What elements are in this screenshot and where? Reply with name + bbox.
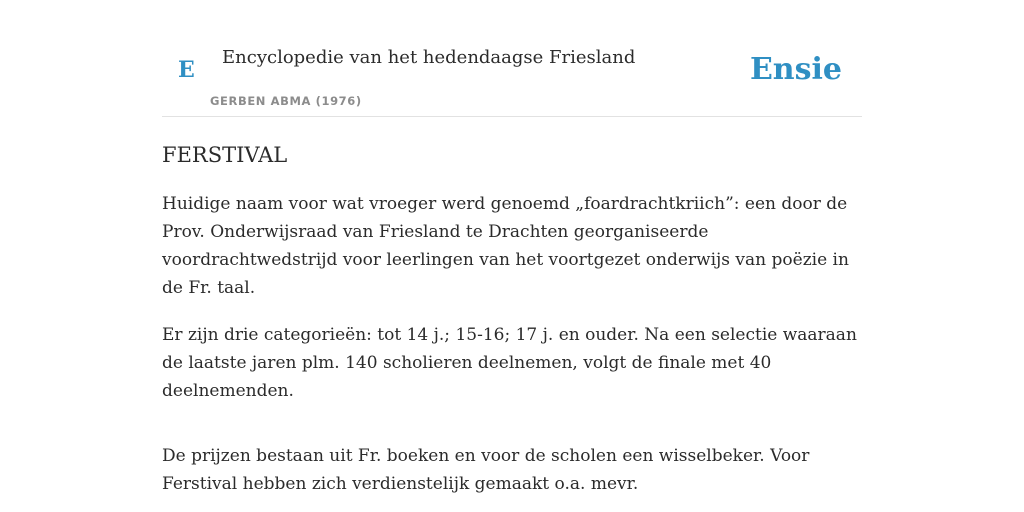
ensie-brand-logo[interactable]: Ensie	[749, 52, 842, 87]
entry-paragraph: De prijzen bestaan uit Fr. boeken en voor de scholen een wisselbeker. Voor Ferstival hebben zich verdienstelijk gemaakt o.a. mevr.	[162, 446, 810, 494]
entry-content	[162, 138, 862, 512]
encyclopedia-title[interactable]: Encyclopedie van het hedendaagse Friesland	[222, 47, 636, 68]
header	[162, 0, 862, 117]
entry-title: FERSTIVAL	[162, 143, 288, 167]
entry-paragraph: Er zijn drie categorieën: tot 14 j.; 15-16; 17 j. en ouder. Na een selectie waaraan de laatste jaren plm. 140 scholieren deelnemen, volgt de finale met 40 deelnemenden.	[162, 325, 857, 401]
author-byline: GERBEN ABMA (1976)	[210, 94, 362, 108]
entry-paragraph: Huidige naam voor wat vroeger werd genoemd „foardrachtkriich”: een door de Prov. Onderwijsraad van Friesland te Drachten georganiseerde voordrachtwedstrijd voor leerlingen van het voortgezet onderwijs van poëzie in de Fr. taal.	[162, 194, 849, 298]
encyclopedia-logo-icon[interactable]: E	[178, 57, 195, 83]
